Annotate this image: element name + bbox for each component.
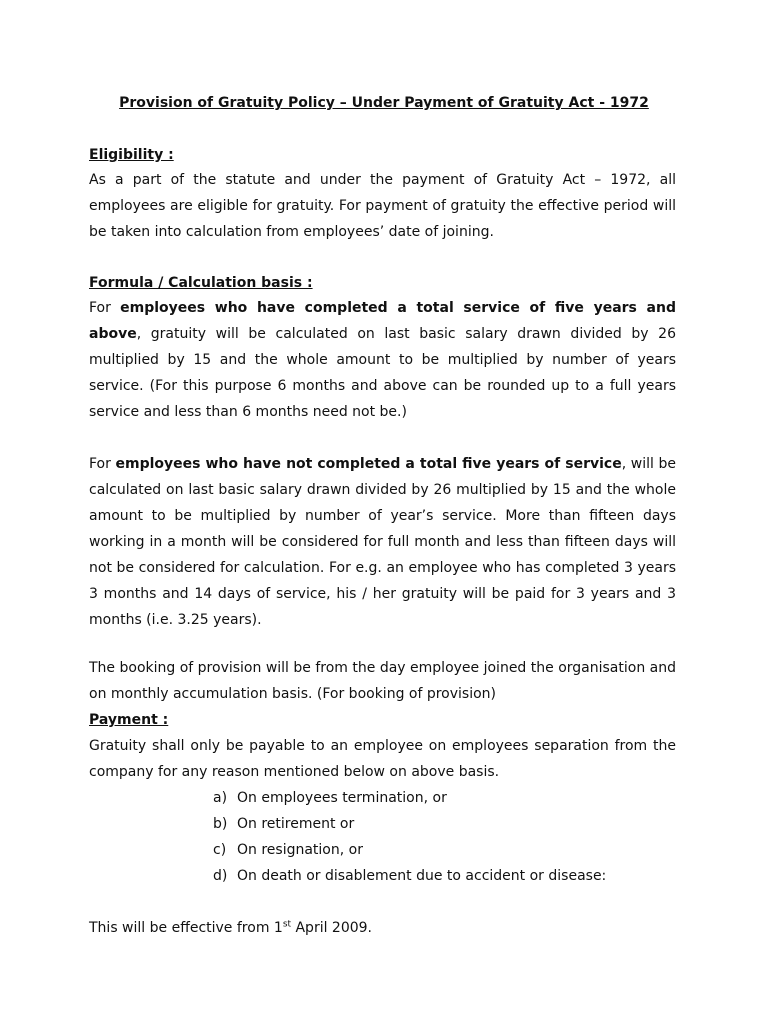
payment-paragraph: Gratuity shall only be payable to an employee on employees separation from the company for any reason mentioned below on above basis. [89, 738, 676, 780]
payment-conditions-list [213, 785, 606, 889]
list-item [213, 837, 606, 863]
formula-paragraph-2-emphasis: employees who have not completed a total five years of service [115, 456, 622, 472]
list-marker: d) [213, 868, 228, 884]
list-marker: c) [213, 842, 227, 858]
list-item [213, 863, 606, 889]
list-marker: b) [213, 816, 228, 832]
list-item-text: On employees termination, or [237, 790, 447, 806]
formula-heading: Formula / Calculation basis : [89, 275, 313, 291]
list-item [213, 811, 606, 837]
eligibility-heading: Eligibility : [89, 147, 174, 163]
formula-paragraph-2: For employees who have not completed a total five years of service, will be calculated on last basic salary drawn divided by 26 multiplied by 15 and the whole amount to be multiplied by number of year’s service. More than fifteen days working in a month will be considered for full month and less than fifteen days will not be considered for calculation. For e.g. an employee who has completed 3 years 3 months and 14 days of service, his / her gratuity will be paid for 3 years and 3 months (i.e. 3.25 years). [89, 456, 676, 628]
list-item-text: On death or disablement due to accident or disease: [237, 868, 607, 884]
payment-heading: Payment : [89, 712, 169, 728]
provision-booking-paragraph: The booking of provision will be from the day employee joined the organisation and on monthly accumulation basis. (For booking of provision) [89, 660, 676, 702]
list-marker: a) [213, 790, 228, 806]
document-title: Provision of Gratuity Policy – Under Payment of Gratuity Act - 1972 [119, 95, 649, 111]
formula-paragraph-1: For employees who have completed a total service of five years and above, gratuity will be calculated on last basic salary drawn divided by 26 multiplied by 15 and the whole amount to be multiplied by number of years service. (For this purpose 6 months and above can be rounded up to a full years service and less than 6 months need not be.) [89, 300, 676, 420]
list-item-text: On resignation, or [237, 842, 363, 858]
list-item [213, 785, 606, 811]
eligibility-paragraph: As a part of the statute and under the payment of Gratuity Act – 1972, all employees are eligible for gratuity. For payment of gratuity the effective period will be taken into calculation from employees’ date of joining. [89, 172, 676, 240]
list-item-text: On retirement or [237, 816, 355, 832]
effective-date-line: This will be effective from 1st April 2009. [89, 919, 373, 936]
formula-paragraph-1-emphasis: employees who have completed a total service of five years and above [89, 300, 676, 342]
ordinal-suffix: st [282, 919, 292, 930]
